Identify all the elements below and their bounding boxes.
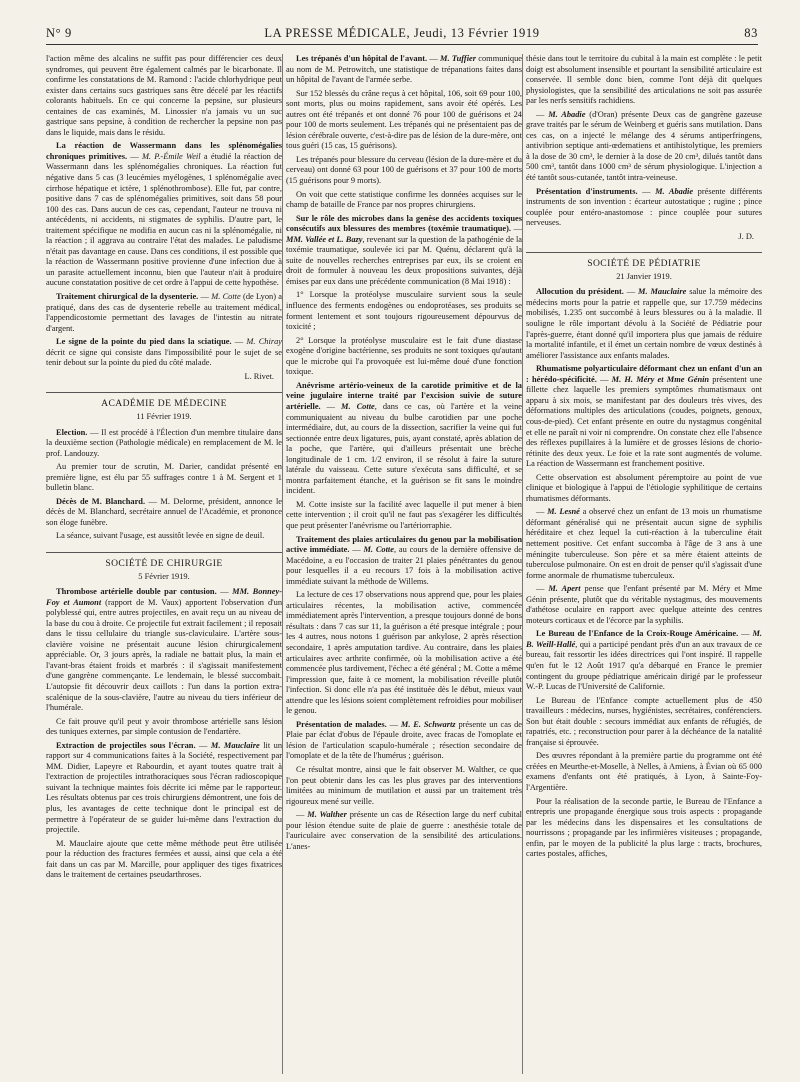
article-text: décrit ce signe qui consiste dans l'impossibilité pour le sujet de se tenir debout sur la pointe du pied du côté malade. xyxy=(46,347,282,368)
article-heading: Présentation de malades. xyxy=(296,719,387,729)
article-heading: Rhumatisme polyarticulaire déformant chez un enfant d'un an : hérédo-spécificité. xyxy=(526,364,762,384)
article-text: , au cours de la dernière offensive de Macédoine, a eu l'occasion de traiter 21 plaies pénétrantes du genou pour lesquelles il a eu recours 17 fois à la mobilisation active immédiate suivant la méthode de Willems. xyxy=(286,545,522,586)
paragraph: Présentation d'instruments. — M. Abadie présente différents instruments de son invention : écarteur autostatique ; rugine ; pince couplée pour entéro-anastomose : pince couplée pour sutures nerveuses. xyxy=(526,186,762,228)
paragraph: Sur 152 blessés du crâne reçus à cet hôpital, 106, soit 69 pour 100, sont morts, plus ou moins rapidement, sans avoir été opérés. Les autres ont été trépanés et ont donné 76 pour 100 de guérisons et 24 pour 100 de morts seulement. Les trépanés qui ne présentaient pas de lésion cérébrale ouverte, c'est-à-dire pas de lésion de la dure-mère, ont tous guéri (15 cas, 15 guérisons). xyxy=(286,88,522,151)
paragraph: Les trépanés d'un hôpital de l'avant. — M. Tuffier communique au nom de M. Petrowitch, une statistique de trépanations faites dans un hôpital de l'avant de l'armée serbe. xyxy=(286,54,522,85)
paragraph: La lecture de ces 17 observations nous apprend que, pour les plaies articulaires récentes, la mobilisation active, commencée immédiatement après l'intervention, a presque toujours donné de bons résultats : dans 7 cas sur 11, la guérison a été presque intégrale ; pour les 4 autres, nous notons 1 guérison par ankylose, 2 après résection secondaire, 1 après amputation tardive. Au contraire, dans les plaies articulaires avec arthrite confirmée, où la mobilisation active a été commencée plus tardivement, l'échec a été général ; M. Cotte a même l'impression que, faite à ce moment, la mobilisation réveille plutôt l'infection. Si donc elle n'a pas été instituée dès le début, mieux vaut attendre que les lésions soient complètement refroidies pour mobiliser le genou. xyxy=(286,590,522,716)
journal-title: LA PRESSE MÉDICALE, Jeudi, 13 Février 1919 xyxy=(264,26,540,40)
signature: L. Rivet. xyxy=(244,371,274,381)
article-heading: Allocution du président. xyxy=(536,287,624,297)
paragraph: — M. Abadie (d'Oran) présente Deux cas de gangrène gazeuse grave traités par le sérum de Weinberg et guéris sans mutilation. Dans ces cas, on a injecté le mélange des 4 sérums antiperfringens, antivibrion septique anti-œdematiens et antihistolytique, les premiers à la dose de 30 cm³, le dernier à la dose de 20 cm³, dilués tantôt dans 500 cm³, tantôt dans 1000 cm³ de sérum physiologique. L'injection a été tantôt sous-cutanée, tantôt intra-veineuse. xyxy=(526,109,762,183)
paragraph: Sur le rôle des microbes dans la genèse des accidents toxiques consécutifs aux blessures des membres (toxémie traumatique). — MM. Vallée et L. Bazy, revenant sur la question de la pathogénie de la toxémie traumatique, soulevée ici par M. Quénu, déclarent qu'à la suite de nouvelles recherches entreprises par eux, ils se croient en droit de formuler à nouveau les deux propositions suivantes, déjà émises par eux dans une précédente communication (8 Mai 1918) : xyxy=(286,213,522,286)
article-text: a observé chez un enfant de 13 mois un rhumatisme déformant généralisé qui ne présentait aucun signe de syphilis héréditaire et chez lequel la cuti-réaction à la tuberculine était nettement positive. Cet enfant succomba à l'âge de 3 ans à une méningite tuberculeuse. Son père et sa mère étaient atteints de tuberculose pulmonaire. On est en droit de penser qu'il s'agissait d'une forme anormale de rhumatisme tuberculeux. xyxy=(526,507,762,580)
paragraph: Rhumatisme polyarticulaire déformant chez un enfant d'un an : hérédo-spécificité. — M. H. Méry et Mme Génin présentent une fillette chez laquelle les premiers symptômes rhumatismaux ont apparu à six mois, se manifestant par des douleurs très vives, des déformations multiples des articulations (coudes, poignets, genoux, cous-de-pied). Cet enfant présente en outre du nystagmus congénital et elle ne paraît ni voir ni comprendre. On constate chez elle l'absence des réflexes pupillaires à la lumière et de grosses lésions de chorio-rétinite des deux yeux. Le foie et la rate sont augmentés de volume. La réaction de Wassermann est franchement positive. xyxy=(526,364,762,469)
paragraph: Ce fait prouve qu'il peut y avoir thrombose artérielle sans lésion des tuniques externes, par simple contusion de l'endartère. xyxy=(46,716,282,737)
author: M. Cotte xyxy=(341,401,375,411)
paragraph: La séance, suivant l'usage, est aussitôt levée en signe de deuil. xyxy=(56,531,265,541)
paragraph: 1° Lorsque la protéolyse musculaire survient sous la seule influence des ferments endogènes ou endoprotéases, ses produits se forment lentement et sont toujours rigoureusement dépourvus de toxicité ; xyxy=(286,290,522,332)
article-text: communique au nom de M. Petrowitch, une statistique de trépanations faites dans un hôpital de l'avant de l'armée serbe. xyxy=(286,54,522,85)
column-1 xyxy=(46,54,282,1074)
article-heading: La réaction de Wassermann dans les splénomégalies chroniques primitives. xyxy=(46,141,282,161)
paragraph: Des œuvres répondant à la première partie du programme ont été créées en Meurthe-et-Moselle, à Nelles, à Amiens, à Évian où 65 000 examens d'enfants ont été pratiqués, à Lyon, à Sainte-Foy-l'Argentière. xyxy=(526,751,762,792)
section-title: SOCIÉTÉ DE CHIRURGIE xyxy=(46,552,282,570)
article-heading: Les trépanés d'un hôpital de l'avant. xyxy=(296,54,428,63)
article-text: (rapport de M. Vaux) apportent l'observation d'un polyblessé qui, entre autres projectiles, en avait reçu un au niveau de la base du cou à droite. Ce projectile fut extrait facilement ; il reposait dans le tissu cellulaire du triangle sus-claviculaire. L'artère sous-clavière voisine ne présentait aucune lésion chirurgicalement appréciable. Or, 3 jours après, la radiale ne battait plus, la main et l'avant-bras étaient froids et marbrés : il s'agissait manifestement d'une gangrène commençante. Le lendemain, le blessé succombait. L'autopsie fit découvrir deux caillots : l'un dans la portion extra-scalénique de la sous-clavière, l'autre au niveau du tiers inférieur de l'humérale. xyxy=(46,597,282,713)
article-heading: Le Bureau de l'Enfance de la Croix-Rouge Américaine. xyxy=(536,629,739,639)
issue-number: N° 9 xyxy=(46,26,72,40)
article-heading: Sur le rôle des microbes dans la genèse des accidents toxiques consécutifs aux blessures des membres (toxémie traumatique). xyxy=(286,213,522,234)
article-text: présentent une fillette chez laquelle les premiers symptômes rhumatismaux ont apparu à six mois, se manifestant par des douleurs très vives, des déformations multiples des articulations (coudes, poignets, genoux, cous-de-pied). Cet enfant présente en outre du nystagmus congénital et elle ne paraît ni voir ni comprendre. On constate chez elle l'absence des réflexes pupillaires à la lumière et de grosses lésions de chorio-rétinite des deux yeux. Le foie et la rate sont augmentés de volume. La réaction de Wassermann est franchement positive. xyxy=(526,374,762,469)
paragraph: Les trépanés pour blessure du cerveau (lésion de la dure-mère et du cerveau) ont donné 63 pour 100 de guérisons et 37 pour 100 de morts (15 guérisons pour 9 morts). xyxy=(286,154,522,186)
article-text: , dans ce cas, où l'artère et la veine communiquaient au niveau du bulbe carotidien par une poche intermédiaire, dut, au cours de la dissection, sacrifier la veine qui fut sectionnée entre deux ligatures, puis, ayant constaté, après ablation de la poche, que l'artère, qui d'ailleurs présentait une brèche longitudinale de 1 cm. 1/2 environ, il se résolut à faire la suture latérale du vaisseau. Cette suture s'exécuta sans difficulté, et se montra parfaitement étanche, et la guérison se fit sans le moindre incident. xyxy=(286,401,522,496)
author: M. Chiray xyxy=(246,337,282,347)
article-heading: Le signe de la pointe du pied dans la sciatique. xyxy=(56,337,232,347)
section-title: ACADÉMIE DE MÉDECINE xyxy=(46,392,282,410)
author: M. Lesné xyxy=(547,507,580,517)
paragraph: — M. Lesné a observé chez un enfant de 13 mois un rhumatisme déformant généralisé qui ne présentait aucun signe de syphilis héréditaire et chez lequel la cuti-réaction à la tuberculine était nettement positive. Cet enfant succomba à l'âge de 3 ans à une méningite tuberculeuse. Son père et sa mère étaient atteints de tuberculose pulmonaire. On est en droit de penser qu'il s'agissait d'une forme anormale de rhumatisme tuberculeux. xyxy=(526,507,762,580)
section-date: 5 Février 1919. xyxy=(138,571,190,581)
author: M. Walther xyxy=(307,810,347,820)
paragraph: Le signe de la pointe du pied dans la sciatique. — M. Chiray décrit ce signe qui consiste dans l'impossibilité pour le sujet de se tenir debout sur la pointe du pied du côté malade. xyxy=(46,337,282,368)
paragraph: 2° Lorsque la protéolyse musculaire est le fait d'une diastase exogène d'origine bactérienne, ses produits ne sont toxiques qu'autant que le microbe qui l'a provoquée est lui-même doué d'une fonction toxique. xyxy=(286,335,522,377)
author: M. Abadie xyxy=(655,186,694,196)
article-text: (de Lyon) a pratiqué, dans des cas de dysenterie rebelle au traitement médical, l'appendicostomie permettant des lavages de l'intestin au nitrate d'argent. xyxy=(46,292,282,333)
article-heading: Extraction de projectiles sous l'écran. xyxy=(56,740,196,750)
column-rule xyxy=(282,54,283,1074)
paragraph: Présentation de malades. — M. E. Schwartz présente un cas de Plaie par éclat d'obus de l'épaule droite, avec fracas de l'omoplate et lésion de l'articulation scapulo-humérale ; résection secondaire de l'omoplate et de la tête de l'humérus ; guérison. xyxy=(286,719,522,761)
paragraph: Extraction de projectiles sous l'écran. — M. Mauclaire lit un rapport sur 4 communications faites à la Société, respectivement par MM. Didier, Lapeyre et Rabourdin, et ayant toutes quatre trait à l'extraction de projectiles intrathoraciques sous l'écran radioscopique suivant la technique maintes fois décrite ici même par le rapporteur. Les résultats obtenus par ces trois chirurgiens démontrent, une fois de plus, les avantages de cette technique dont le principal est de permettre à l'opérateur de se guider lui-même dans l'extraction du projectile. xyxy=(46,740,282,835)
article-heading: Décès de M. Blanchard. xyxy=(56,496,146,506)
paragraph: Le Bureau de l'Enfance de la Croix-Rouge Américaine. — M. B. Weill-Hallé, qui a participé pendant près d'un an aux travaux de ce bureau, fait ressortir les idées directrices qui l'ont inspiré. Il rappelle qu'en fut le 12 Août 1917 qu'a débarqué en France le premier contingent du groupe pédiatrique américain dirigé par le professeur W.-P. Lucas de l'Université de Californie. xyxy=(526,629,762,692)
paragraph: Au premier tour de scrutin, M. Darier, candidat présenté en première ligne, est élu par 55 suffrages contre 1 à M. Sergent et 1 bulletin blanc. xyxy=(46,462,282,493)
paragraph: Ce résultat montre, ainsi que le fait observer M. Walther, ce que l'on peut obtenir dans les cas les plus graves par des interventions limitées au minimum de mutilation et aussi par un traitement très rigoureux mené sur veille. xyxy=(286,765,522,806)
author: M. P.-Émile Weil xyxy=(141,151,201,161)
paragraph: Allocution du président. — M. Mauclaire salue la mémoire des médecins morts pour la patrie et rappelle que, sur 17.759 médecins mobilisés, 1.235 ont succombé à leurs blessures ou à la maladie. Il souligne le rôle important dévolu à la Société de Pédiatrie pour l'après-guerre, étant donné qu'il importera plus que jamais de réduire la mortalité infantile, et il émet un certain nombre de vœux destinés à améliorer l'assistance aux enfants malades. xyxy=(526,287,762,360)
author: M. Mauclaire xyxy=(210,740,260,750)
column-3 xyxy=(526,54,762,1074)
section-date: 11 Février 1919. xyxy=(136,411,192,421)
author: M. E. Schwartz xyxy=(400,719,456,729)
article-text: présente un cas de Plaie par éclat d'obus de l'épaule droite, avec fracas de l'omoplate et lésion de l'articulation scapulo-humérale ; résection secondaire de l'omoplate et de la tête de l'humérus ; guérison. xyxy=(286,719,522,761)
paragraph: thésie dans tout le territoire du cubital à la main est complète : le petit doigt est absolument insensible et pourtant la sensibilité articulaire est conservée. Il semble donc bien, comme l'ont déjà dit quelques physiologistes, que la sensibilité des articulations ne soit pas assurée par les nerfs sensitifs rachidiens. xyxy=(526,54,762,106)
paragraph: — M. Apert pense que l'enfant présenté par M. Méry et Mme Génin présente, plutôt que du véritable nystagmus, des mouvements d'athétose oculaire en rapport avec quelque atteinte des centres moteurs corticaux et de l'écorce par la syphilis. xyxy=(526,584,762,625)
column-rule xyxy=(522,54,523,1074)
article-text: (d'Oran) présente Deux cas de gangrène gazeuse grave traités par le sérum de Weinberg et guéris sans mutilation. Dans ces cas, on a injecté le mélange des 4 sérums antiperfringens, antivibrion septique anti-œdematiens et antihistolytique, les premiers à la dose de 30 cm³, le dernier à la dose de 20 cm³, dilués tantôt dans 500 cm³, tantôt dans 1000 cm³ de sérum physiologique. L'injection a été tantôt sous-cutanée, tantôt intra-veineuse. xyxy=(526,109,762,183)
article-text: , revenant sur la question de la pathogénie de la toxémie traumatique, soulevée ici par M. Quénu, déclarent qu'à la suite de nouvelles recherches entreprises par eux, ils se croient en droit de formuler à nouveau les deux propositions suivantes, déjà émises par eux dans une précédente communication (8 Mai 1918) : xyxy=(286,234,522,286)
article-text: salue la mémoire des médecins morts pour la patrie et rappelle que, sur 17.759 médecins mobilisés, 1.235 ont succombé à leurs blessures ou à la maladie. Il souligne le rôle important dévolu à la Société de Pédiatrie pour l'après-guerre, étant donné qu'il importera plus que jamais de réduire la mortalité infantile, et il émet un certain nombre de vœux destinés à améliorer l'assistance aux enfants malades. xyxy=(526,287,762,360)
author: M. H. Méry et Mme Génin xyxy=(611,374,710,384)
page-number: 83 xyxy=(744,26,758,40)
paragraph: Election. — Il est procédé à l'Élection d'un membre titulaire dans la deuxième section (Pathologie médicale) en remplacement de M. le prof. Landouzy. xyxy=(46,427,282,458)
article-text: M. Delorme, président, annonce le décès de M. Blanchard, secrétaire annuel de l'Académie, et prononce son éloge funèbre. xyxy=(46,496,282,527)
paragraph: Pour la réalisation de la seconde partie, le Bureau de l'Enfance a entrepris une propagande énergique sous trois aspects : propagande par les médecins dans les dispensaires et les consultations de nourrissons ; propagande par les infirmières visiteuses ; propagande, enfin, par le moyen de la publicité la plus large : tracts, brochures, cartes postales, affiches, xyxy=(526,796,762,859)
paragraph: Anévrisme artério-veineux de la carotide primitive et de la veine jugulaire interne traité par l'excision suivie de suture artérielle. — M. Cotte, dans ce cas, où l'artère et la veine communiquaient au niveau du bulbe carotidien par une poche intermédiaire, dut, au cours de la dissection, sacrifier la veine qui fut sectionnée entre deux ligatures, puis, ayant constaté, après ablation de la poche, que l'artère, qui d'ailleurs présentait une brèche longitudinale de 1 cm. 1/2 environ, il se résolut à faire la suture latérale du vaisseau. Cette suture s'exécuta sans difficulté, et se montra parfaitement étanche, et la guérison se fit sans le moindre incident. xyxy=(286,380,522,496)
author: MM. Vallée et L. Bazy xyxy=(286,234,363,244)
paragraph: — M. Walther présente un cas de Résection large du nerf cubital pour lésion étendue suite de plaie de guerre : anesthésie totale de l'auriculaire avec conservation de la sensibilité des articulations. L'anes- xyxy=(286,810,522,851)
author: MM. Bonney-Foy et Aumont xyxy=(46,587,282,607)
article-heading: Election. xyxy=(56,427,88,437)
paragraph: M. Mauclaire ajoute que cette même méthode peut être utilisée pour la réduction des fractures fermées et aussi, ainsi que cela a été fait dans un cas par M. Marcille, pour appliquer des tiges fixatrices dans le traitement de certaines pseudarthroses. xyxy=(46,838,282,880)
article-text: lit un rapport sur 4 communications faites à la Société, respectivement par MM. Didier, Lapeyre et Rabourdin, et ayant toutes quatre trait à l'extraction de projectiles intrathoraciques sous l'écran radioscopique suivant la technique maintes fois décrite ici même par le rapporteur. Les résultats obtenus par ces trois chirurgiens démontrent, une fois de plus, les avantages de cette technique dont le principal est de permettre à l'opérateur de se guider lui-même dans l'extraction du projectile. xyxy=(46,740,282,835)
author: M. Apert xyxy=(548,584,581,594)
author: M. B. Weill-Hallé xyxy=(526,629,762,649)
paragraph: l'action même des alcalins ne suffit pas pour différencier ces deux syndromes, qui peuvent être également calmés par le bicarbonate. Il confirme les constatations de M. Ramond : l'acide chlorhydrique peut exister dans certains sucs gastriques sans être décelé par les réactifs colorants habituels. En ce qui concerne la pepsine, sur plusieurs centaines de cas examinés, M. Linossier n'a jamais vu un suc gastrique sans pepsine, à condition de rechercher la pepsine non pas dans le liquide, mais dans le résidu. xyxy=(46,54,282,137)
article-heading: Anévrisme artério-veineux de la carotide primitive et de la veine jugulaire interne traité par l'excision suivie de suture artérielle. xyxy=(286,380,522,411)
author: M. Tuffier xyxy=(440,54,477,63)
paragraph: M. Cotte insiste sur la facilité avec laquelle il put mener à bien cette intervention ; il croit qu'il ne faut pas s'exagérer les difficultés que peut présenter l'anévrisme ou l'artériorraphie. xyxy=(286,499,522,530)
article-text: présente un cas de Résection large du nerf cubital pour lésion étendue suite de plaie de guerre : anesthésie totale de l'auriculaire avec conservation de la sensibilité des articulations. L'anes- xyxy=(286,810,522,851)
article-text: Il est procédé à l'Élection d'un membre titulaire dans la deuxième section (Pathologie médicale) en remplacement de M. le prof. Landouzy. xyxy=(46,427,282,458)
paragraph: La réaction de Wassermann dans les splénomégalies chroniques primitives. — M. P.-Émile Weil a étudié la réaction de Wassermann dans les splénomégalies chroniques. La réaction fut négative dans 5 cas (3 leucémies myélogènes, 1 splénomégalie avec cirrhose hépatique et ictère, 1 splénothrombose). Elle fut, par contre, positive dans 7 cas de splénomégalies primitives, soit dans 58 pour 100 des cas. Dans aucun de ces cas, cependant, l'auteur ne trouva ni antécédents, ni accidents, ni stigmates de syphilis. D'autre part, le traitement spécifique ne modifia en aucun cas ni la splénomégalie, ni la réaction ; il aggrava au contraire l'état des malades. Le paludisme n'était pas davantage en cause. Dans ces conditions, il est possible que la réaction de Wassermann positive provienne d'une infection due à un parasite actuellement inconnu, bien que l'auteur n'ait à produire aucune constatation positive de cet ordre à l'appui de cette hypothèse. xyxy=(46,141,282,288)
paragraph: On voit que cette statistique confirme les données acquises sur le champ de bataille de France par nos propres chirurgiens. xyxy=(286,189,522,210)
author: M. Mauclaire xyxy=(638,287,687,297)
paragraph: Traitement chirurgical de la dysenterie. — M. Cotte (de Lyon) a pratiqué, dans des cas de dysenterie rebelle au traitement médical, l'appendicostomie permettant des lavages de l'intestin au nitrate d'argent. xyxy=(46,292,282,333)
signature: J. D. xyxy=(738,231,754,241)
paragraph: Thrombose artérielle double par contusion. — MM. Bonney-Foy et Aumont (rapport de M. Vaux) apportent l'observation d'un polyblessé qui, entre autres projectiles, en avait reçu un au niveau de la base du cou à droite. Ce projectile fut extrait facilement ; il reposait dans le tissu cellulaire du triangle sus-claviculaire. L'artère sous-clavière voisine ne présentait aucune lésion chirurgicalement appréciable. Or, 3 jours après, la radiale ne battait plus, la main et l'avant-bras étaient froids et marbrés : il s'agissait manifestement d'une gangrène commençante. Le lendemain, le blessé succombait. L'autopsie fit découvrir deux caillots : l'un dans la portion extra-scalénique de la sous-clavière, l'autre au niveau du tiers inférieur de l'humérale. xyxy=(46,587,282,713)
section-date: 21 Janvier 1919. xyxy=(616,271,672,281)
article-text: présente différents instruments de son invention : écarteur autostatique ; rugine ; pince couplée pour entéro-anastomose : pince couplée pour sutures nerveuses. xyxy=(526,186,762,228)
article-heading: Traitement chirurgical de la dysenterie. xyxy=(56,292,199,302)
article-text: , qui a participé pendant près d'un an aux travaux de ce bureau, fait ressortir les idées directrices qui l'ont inspiré. Il rappelle qu'en fut le 12 Août 1917 qu'a débarqué en France le premier contingent du groupe pédiatrique américain dirigé par le professeur W.-P. Lucas de l'Université de Californie. xyxy=(526,639,762,692)
article-heading: Traitement des plaies articulaires du genou par la mobilisation active immédiate. xyxy=(286,534,522,555)
article-text: a étudié la réaction de Wassermann dans les splénomégalies chroniques. La réaction fut négative dans 5 cas (3 leucémies myélogènes, 1 splénomégalie avec cirrhose hépatique et ictère, 1 splénothrombose). Elle fut, par contre, positive dans 7 cas de splénomégalies primitives, soit dans 58 pour 100 des cas. Dans aucun de ces cas, cependant, l'auteur ne trouva ni antécédents, ni accidents, ni stigmates de syphilis. D'autre part, le traitement spécifique ne modifia en aucun cas ni la splénomégalie, ni la réaction ; il aggrava au contraire l'état des malades. Le paludisme n'était pas davantage en cause. Dans ces conditions, il est possible que la réaction de Wassermann positive provienne d'une infection due à un parasite actuellement inconnu, bien que l'auteur n'ait à produire aucune constatation positive de cet ordre à l'appui de cette hypothèse. xyxy=(46,151,282,288)
author: M. Cotte xyxy=(363,545,394,555)
paragraph: Le Bureau de l'Enfance compte actuellement plus de 450 travailleurs : médecins, nurses, hygiénistes, secrétaires, conférenciers. Son but était double : secours immédiat aux enfants de réfugiés, de rapatriés, etc. ; reconstruction pour parer à la déchéance de la natalité française si éprouvée. xyxy=(526,695,762,747)
author: M. Abadie xyxy=(548,109,586,119)
section-title: SOCIÉTÉ DE PÉDIATRIE xyxy=(526,252,762,270)
page-header xyxy=(46,26,758,45)
article-heading: Thrombose artérielle double par contusion. xyxy=(56,587,217,597)
paragraph: Cette observation est absolument péremptoire au point de vue clinique et biologique à l'appui de l'étiologie syphilitique de certains rhumatismes déformants. xyxy=(526,472,762,503)
paragraph: Décès de M. Blanchard. — M. Delorme, président, annonce le décès de M. Blanchard, secrétaire annuel de l'Académie, et prononce son éloge funèbre. xyxy=(46,496,282,527)
paragraph: Traitement des plaies articulaires du genou par la mobilisation active immédiate. — M. Cotte, au cours de la dernière offensive de Macédoine, a eu l'occasion de traiter 21 plaies pénétrantes du genou pour lesquelles il a eu recours 17 fois à la mobilisation active immédiate suivant la méthode de Willems. xyxy=(286,534,522,586)
article-text: pense que l'enfant présenté par M. Méry et Mme Génin présente, plutôt que du véritable nystagmus, des mouvements d'athétose oculaire en rapport avec quelque atteinte des centres moteurs corticaux et de l'écorce par la syphilis. xyxy=(526,584,762,625)
column-2 xyxy=(286,54,522,1074)
author: M. Cotte xyxy=(211,292,241,302)
article-heading: Présentation d'instruments. xyxy=(536,186,638,196)
